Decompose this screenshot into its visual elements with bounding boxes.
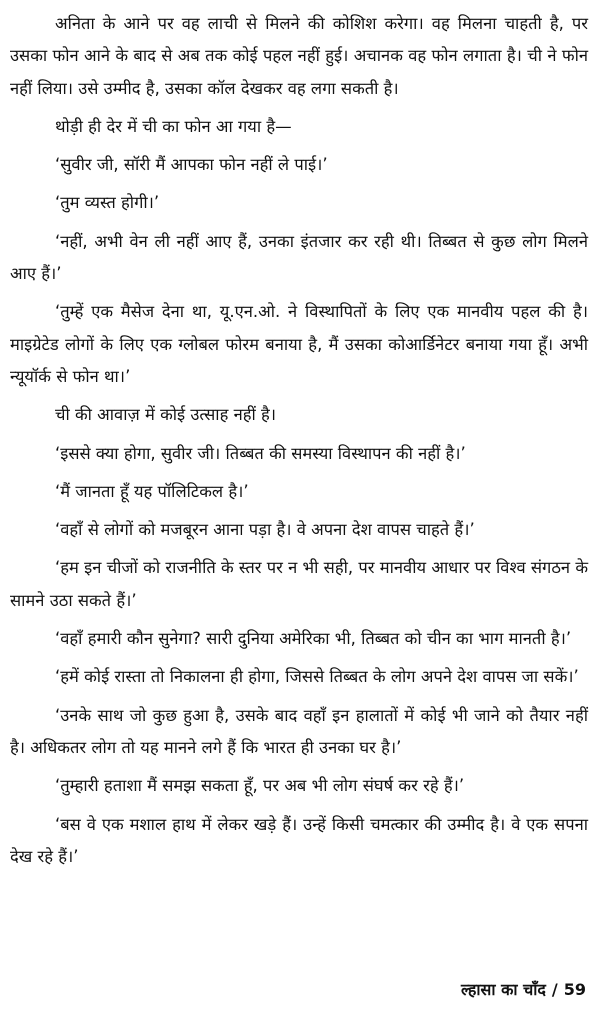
page-text-body xyxy=(10,8,588,873)
paragraph: थोड़ी ही देर में ची का फोन आ गया है— xyxy=(55,116,292,136)
paragraph: ‘नहीं, अभी वेन ली नहीं आए हैं, उनका इंतजार कर रही थी। तिब्बत से कुछ लोग मिलने आए हैं।’ xyxy=(10,231,588,284)
paragraph: ‘सुवीर जी, सॉरी मैं आपका फोन नहीं ले पाई।’ xyxy=(55,155,328,175)
paragraph: ‘हम इन चीजों को राजनीति के स्तर पर न भी सही, पर मानवीय आधार पर विश्व संगठन के सामने उठा सकते हैं।’ xyxy=(10,558,588,610)
paragraph: ची की आवाज़ में कोई उत्साह नहीं है। xyxy=(55,405,277,425)
paragraph: ‘बस वे एक मशाल हाथ में लेकर खड़े हैं। उन्हें किसी चमत्कार की उम्मीद है। वे एक सपना देख रहे हैं।’ xyxy=(10,814,588,866)
paragraph: अनिता के आने पर वह लाची से मिलने की कोशिश करेगा। वह मिलना चाहती है, पर उसका फोन आने के बाद से अब तक कोई पहल नहीं हुई। अचानक वह फोन लगाता है। ची ने फोन नहीं लिया। उसे उम्मीद है, उसका कॉल देखकर वह लगा सकती है। xyxy=(10,14,588,98)
page-footer xyxy=(461,978,586,1002)
paragraph: ‘उनके साथ जो कुछ हुआ है, उसके बाद वहाँ इन हालातों में कोई भी जाने को तैयार नहीं है। अधिकतर लोग तो यह मानने लगे हैं कि भारत ही उनका घर है।’ xyxy=(10,705,588,757)
paragraph: ‘वहाँ हमारी कौन सुनेगा? सारी दुनिया अमेरिका भी, तिब्बत को चीन का भाग मानती है।’ xyxy=(55,629,572,649)
paragraph: ‘तुम व्यस्त होगी।’ xyxy=(55,193,160,213)
footer-separator: / xyxy=(551,980,558,999)
running-title: ल्हासा का चाँद xyxy=(461,980,546,999)
paragraph: ‘इससे क्या होगा, सुवीर जी। तिब्बत की समस्या विस्थापन की नहीं है।’ xyxy=(55,443,466,463)
paragraph: ‘वहाँ से लोगों को मजबूरन आना पड़ा है। वे अपना देश वापस चाहते हैं।’ xyxy=(55,520,475,540)
paragraph: ‘हमें कोई रास्ता तो निकालना ही होगा, जिससे तिब्बत के लोग अपने देश वापस जा सकें।’ xyxy=(55,667,579,687)
paragraph: ‘तुम्हारी हताशा मैं समझ सकता हूँ, पर अब भी लोग संघर्ष कर रहे हैं।’ xyxy=(55,776,465,796)
paragraph: ‘तुम्हें एक मैसेज देना था, यू.एन.ओ. ने विस्थापितों के लिए एक मानवीय पहल की है। माइग्रेटेड लोगों के लिए एक ग्लोबल फोरम बनाया है, मैं उसका कोआर्डिनेटर बनाया गया हूँ। अभी न्यूयॉर्क से फोन था।’ xyxy=(10,302,588,386)
page-number: 59 xyxy=(563,980,586,999)
paragraph: ‘मैं जानता हूँ यह पॉलिटिकल है।’ xyxy=(55,481,249,501)
